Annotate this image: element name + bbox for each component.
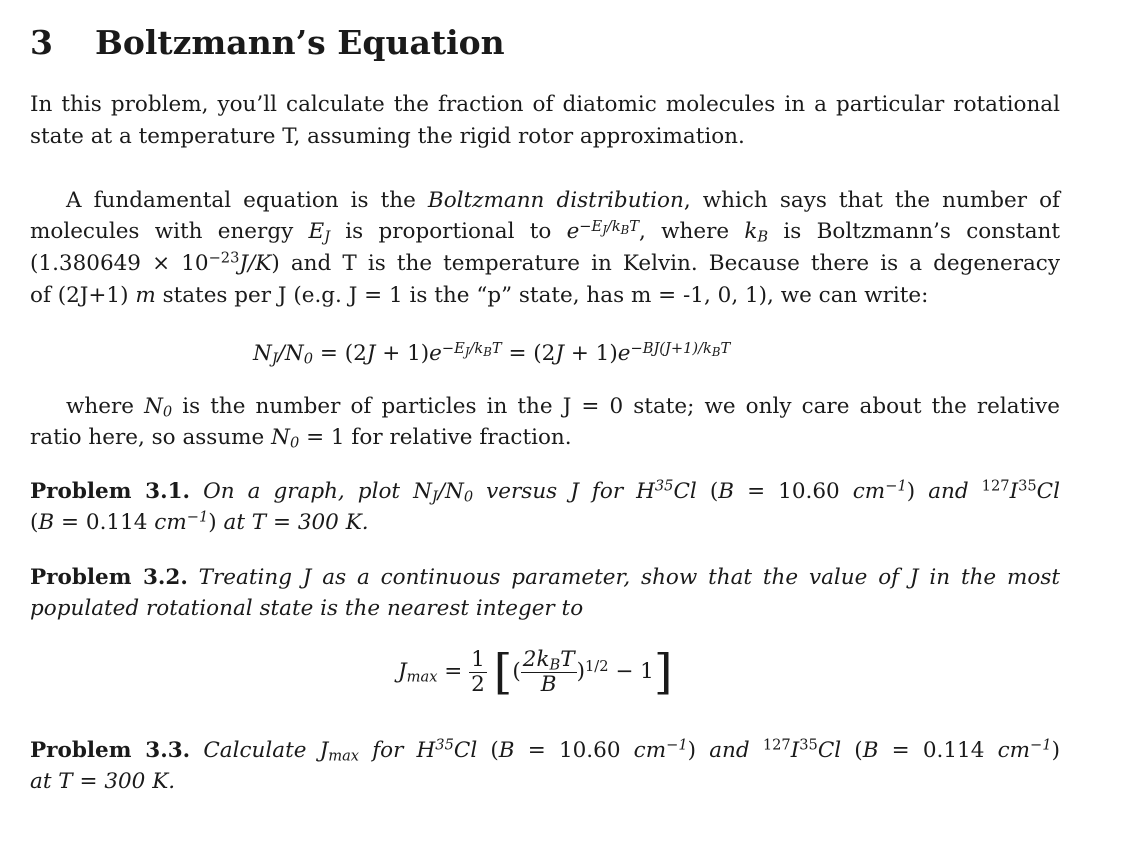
problem-3-3-line-1: Problem 3.3. Calculate $J_{max}$ for $H^{35}Cl$ (B = 10.60 $cm^{-1}$) and $^{127}I^{35}Cl$ (B = 0.114 $cm^{-1}$) xyxy=(30,736,1060,765)
para2-line-1: A fundamental equation is the Boltzmann distribution, which says that the number of xyxy=(66,188,1060,213)
math-n0-2: $N_0$ xyxy=(271,425,300,452)
section-number: 3 xyxy=(30,23,53,62)
one-half-fraction: $\frac{1}{2}$ xyxy=(471,647,485,697)
math-units: J/K xyxy=(239,251,272,276)
boltzmann-distribution-term: Boltzmann distribution xyxy=(427,188,684,213)
para3-line-1: where $N_0$ is the number of particles in the J = 0 state; we only care about the relative xyxy=(66,394,1060,421)
section-heading xyxy=(30,23,505,62)
problem-3-1-line-2: (B = 0.114 $cm^{-1}$) at T = 300 K. xyxy=(30,508,369,535)
problem-3-2-line-2: populated rotational state is the nearest integer to xyxy=(30,596,584,621)
para2-line-3: $(1.380649 \times 10^{-23}J/K)$ and T is the temperature in Kelvin. Because there is a degeneracy xyxy=(30,249,1060,276)
section-title: Boltzmann’s Equation xyxy=(94,23,505,62)
problem-3-1-label: Problem 3.1. xyxy=(30,479,191,504)
problem-3-3-line-2: at T = 300 K. xyxy=(30,769,176,794)
jmax-equation: $J_{max}$ = $\frac{1}{2}$ [( $\frac{2k_BT}{B}$ )$^{1/2}$ − 1] xyxy=(398,644,673,701)
math-exp-term: $e^{-E_J/k_BT}$ xyxy=(566,217,640,244)
problem-3-3-label: Problem 3.3. xyxy=(30,738,191,763)
math-kb: $k_B$ xyxy=(744,219,769,246)
math-m: m xyxy=(135,283,156,308)
boltzmann-equation: $N_J/N_0 = (2J + 1)e^{-E_J/k_BT} = (2J + 1)e^{-BJ(J+1)/k_BT}$ xyxy=(253,339,731,368)
math-ej: $E_J$ xyxy=(308,219,331,246)
intro-line-2: state at a temperature T, assuming the rigid rotor approximation. xyxy=(30,124,745,149)
math-n0: $N_0$ xyxy=(144,394,173,421)
problem-3-1-line-1: Problem 3.1. On a graph, plot $N_J/N_0$ versus J for $H^{35}Cl$ (B = 10.60 $cm^{-1}$) and $^{127}I^{35}Cl$ xyxy=(30,477,1060,506)
intro-line-1: In this problem, you’ll calculate the fraction of diatomic molecules in a particular rotational xyxy=(30,92,1060,117)
para2-line-2: molecules with energy $E_J$ is proportional to $e^{-E_J/k_BT}$, where $k_B$ is Boltzmann’s constant xyxy=(30,217,1060,246)
para3-line-2: ratio here, so assume $N_0 = 1$ for relative fraction. xyxy=(30,425,572,452)
problem-3-2-line-1: Problem 3.2. Treating J as a continuous parameter, show that the value of J in the most xyxy=(30,565,1060,590)
problem-3-2-label: Problem 3.2. xyxy=(30,565,188,590)
kbt-over-b-fraction: $\frac{2k_BT}{B}$ xyxy=(522,647,575,697)
para2-line-4: of (2J+1) m states per J (e.g. J = 1 is the “p” state, has m = -1, 0, 1), we can write: xyxy=(30,283,929,308)
